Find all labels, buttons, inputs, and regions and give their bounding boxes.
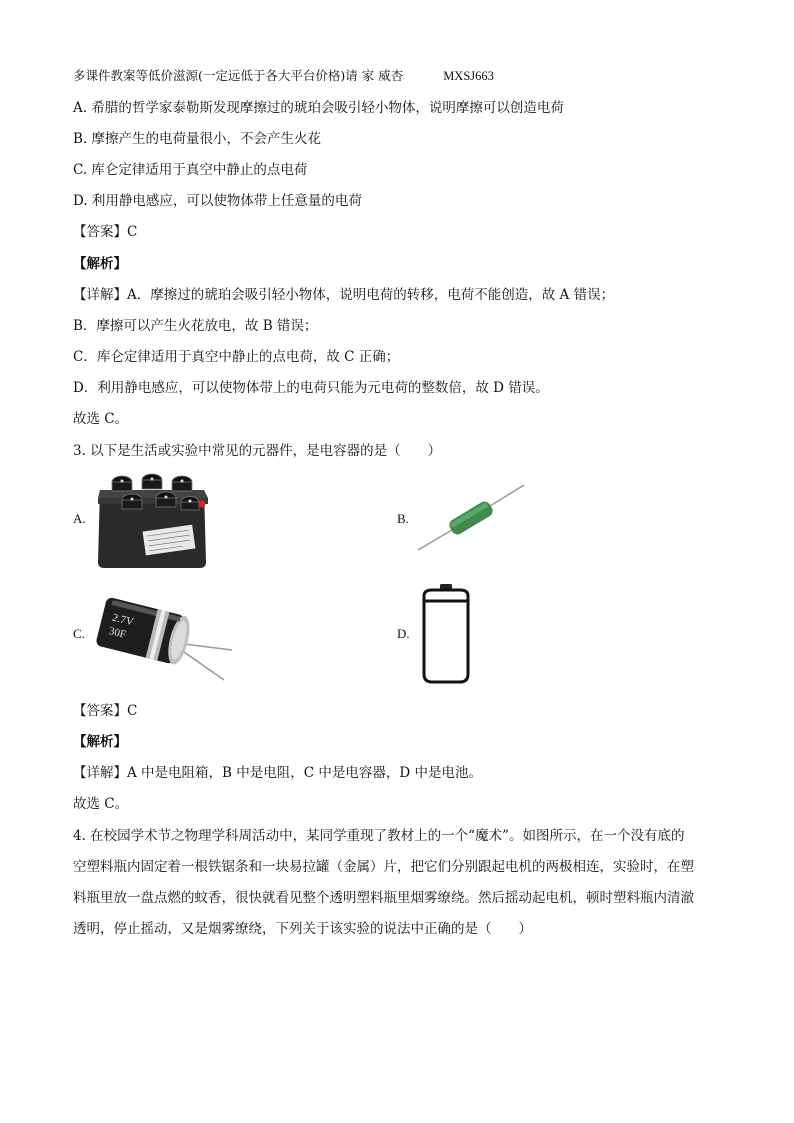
capacitor-farad-text: 30F xyxy=(107,625,128,641)
q3-option-a-label: A. xyxy=(73,511,86,526)
q3-answer: 【答案】C xyxy=(73,703,138,719)
q2-detail-d: D．利用静电感应，可以使物体带上的电荷只能为元电荷的整数倍，故 D 错误。 xyxy=(73,380,549,396)
q4-line-1: 4. 在校园学术节之物理学科周活动中，某同学重现了教材上的一个“魔术”。如图所示，在一个没有底的 xyxy=(73,828,685,844)
q2-detail-a: 【详解】A．摩擦过的琥珀会吸引轻小物体，说明电荷的转移，电荷不能创造，故 A 错误； xyxy=(73,287,615,303)
resistor-icon xyxy=(412,480,528,554)
q2-detail-b: B．摩擦可以产生火花放电，故 B 错误； xyxy=(73,318,318,334)
q3-analysis-heading: 【解析】 xyxy=(73,734,127,750)
q3-option-d-label: D. xyxy=(397,626,410,641)
capacitor-voltage-text: 2.7V xyxy=(110,611,135,629)
q2-detail-c: C．库仑定律适用于真空中静止的点电荷，故 C 正确； xyxy=(73,349,400,365)
q4-line-4: 透明，停止摇动，又是烟雾缭绕，下列关于该实验的说法中正确的是（ ） xyxy=(73,921,532,937)
q3-conclusion: 故选 C。 xyxy=(73,796,129,812)
capacitor-icon xyxy=(92,586,240,686)
q4-line-2: 空塑料瓶内固定着一根铁锯条和一块易拉罐（金属）片，把它们分别跟起电机的两极相连，实验时，在塑 xyxy=(73,859,694,875)
q2-answer: 【答案】C xyxy=(73,224,138,240)
battery-icon xyxy=(420,582,472,684)
q3-option-c-label: C. xyxy=(73,626,85,641)
q3-option-b-label: B. xyxy=(397,511,409,526)
q2-option-d: D. 利用静电感应，可以使物体带上任意量的电荷 xyxy=(73,193,362,209)
header-text: 多课件教案等低价滋源(一定远低于各大平台价格)请 家 威杏 xyxy=(73,68,404,83)
q3-stem: 3. 以下是生活或实验中常见的元器件，是电容器的是（ ） xyxy=(73,443,442,459)
q2-conclusion: 故选 C。 xyxy=(73,411,129,427)
header-code: MXSJ663 xyxy=(443,69,494,83)
resistance-box-icon xyxy=(92,470,212,572)
q2-option-a: A. 希腊的哲学家泰勒斯发现摩擦过的琥珀会吸引轻小物体，说明摩擦可以创造电荷 xyxy=(73,100,564,116)
q2-analysis-heading: 【解析】 xyxy=(73,256,127,272)
q2-option-b: B. 摩擦产生的电荷量很小，不会产生火花 xyxy=(73,131,322,147)
q3-detail: 【详解】A 中是电阻箱，B 中是电阻，C 中是电容器，D 中是电池。 xyxy=(73,765,482,781)
q2-option-c: C. 库仑定律适用于真空中静止的点电荷 xyxy=(73,162,308,178)
page-header xyxy=(73,66,494,84)
q4-line-3: 料瓶里放一盘点燃的蚊香，很快就看见整个透明塑料瓶里烟雾缭绕。然后摇动起电机，顿时塑料瓶内清澈 xyxy=(73,890,694,906)
